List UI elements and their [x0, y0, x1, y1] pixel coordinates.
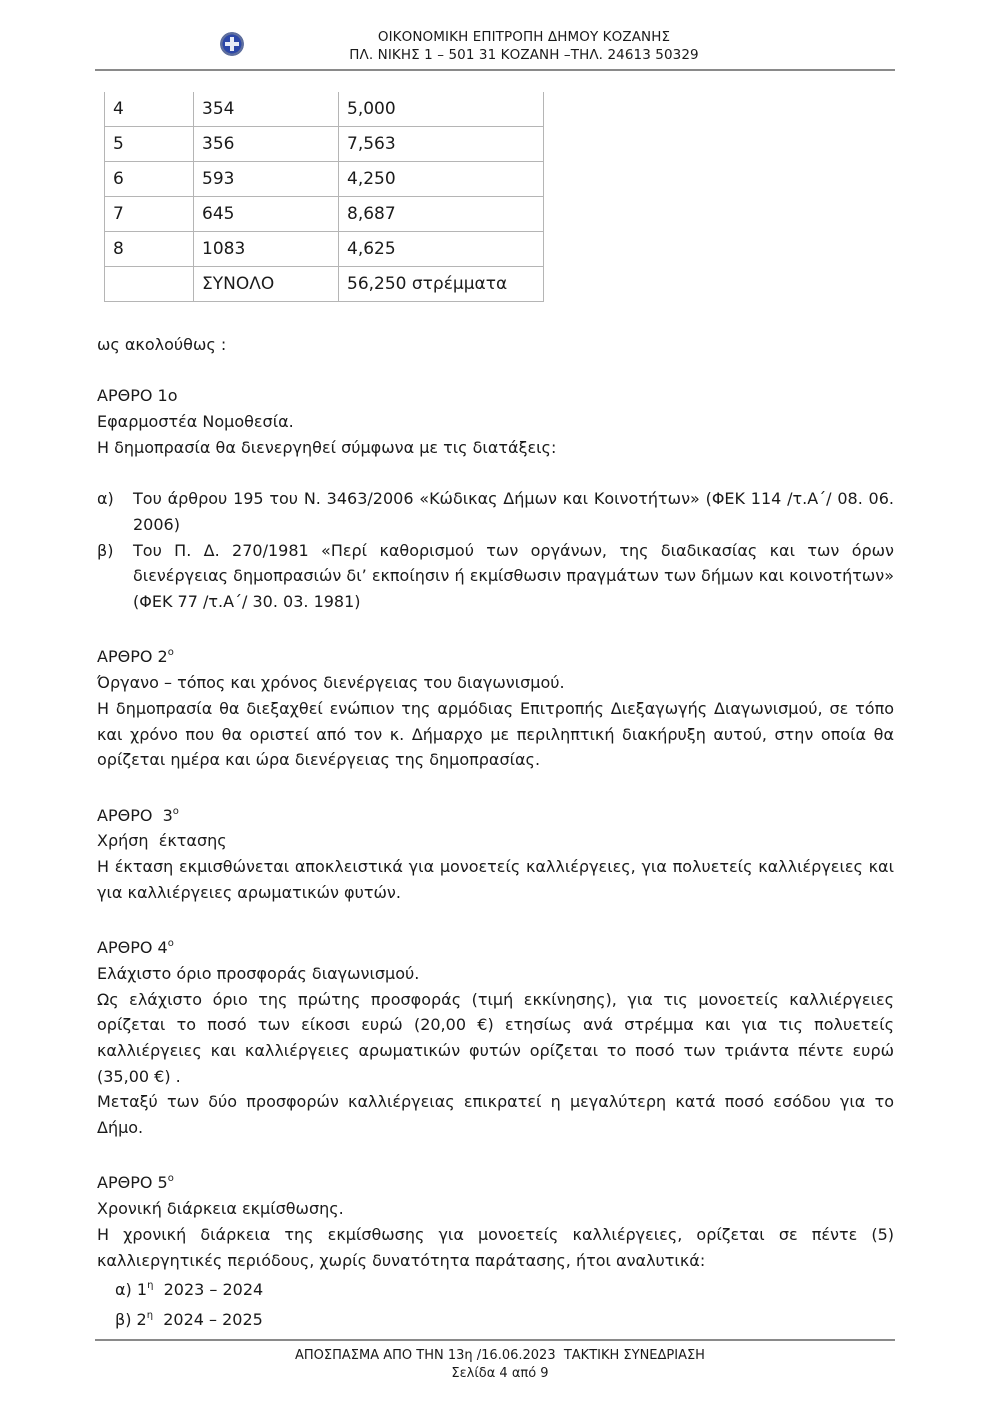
article-5-heading: [97, 1166, 894, 1196]
table-cell: 7: [105, 197, 194, 232]
article-4-title: Ελάχιστο όριο προσφοράς διαγωνισμού.: [97, 963, 420, 983]
table-cell: 5,000: [339, 92, 544, 127]
table-row: [105, 232, 544, 267]
table-cell: 4,625: [339, 232, 544, 267]
table-cell: 8,687: [339, 197, 544, 232]
header-divider: [95, 69, 895, 71]
heading-text: ΑΡΘΡΟ 3: [97, 805, 173, 825]
article-2-title: Όργανο – τόπος και χρόνος διενέργειας του διαγωνισμού.: [97, 673, 565, 693]
heading-sup: ο: [167, 1173, 174, 1185]
footer-divider: [95, 1339, 895, 1341]
article-1-text: Η δημοπρασία θα διενεργηθεί σύμφωνα με τις διατάξεις:: [97, 437, 557, 457]
article-2-heading: [97, 640, 894, 670]
list-marker: α): [97, 489, 114, 509]
heading-sup: ο: [167, 647, 174, 659]
list-item-text: Του Π. Δ. 270/1981 «Περί καθορισμού των οργάνων, της διαδικασίας και των όρων διενέργειας δημοπρασιών δι’ εκποίησιν ή εκμίσθωσιν πραγμάτων των δήμων και κοινοτήτων» (ΦΕΚ 77 /τ.Α΄/ 30. 03. 1981): [133, 540, 894, 611]
legislation-item: [97, 538, 894, 615]
table-cell: 8: [105, 232, 194, 267]
lease-period-item: [115, 1303, 894, 1333]
intro-text: ως ακολούθως :: [97, 335, 227, 354]
period-marker: β) 2: [115, 1309, 147, 1329]
table-cell: 56,250 στρέμματα: [339, 267, 544, 302]
list-marker: β): [97, 540, 114, 560]
table-cell: 6: [105, 162, 194, 197]
article-3-heading: [97, 799, 894, 829]
footer-line-1: ΑΠΟΣΠΑΣΜΑ ΑΠΟ ΤΗΝ 13η /16.06.2023 ΤΑΚΤΙΚΗ ΣΥΝΕΔΡΙΑΣΗ: [295, 1348, 705, 1363]
heading-text: ΑΡΘΡΟ 4: [97, 938, 168, 958]
page-header: [0, 28, 1000, 64]
article-4-text-2: Μεταξύ των δύο προσφορών καλλιέργειας επικρατεί η μεγαλύτερη κατά ποσό εσόδου για το Δήμο.: [97, 1092, 894, 1138]
lease-periods-list: [97, 1273, 894, 1332]
period-years: 2023 – 2024: [163, 1280, 264, 1300]
table-total-row: [105, 267, 544, 302]
article-2-text: Η δημοπρασία θα διεξαχθεί ενώπιον της αρμόδιας Επιτροπής Διεξαγωγής Διαγωνισμού, σε τόπο και χρόνο που θα οριστεί από τον κ. Δήμαρχο με περιληπτική διακήρυξη αυτού, στην οποία θα ορίζεται ημέρα και ώρα διενέργειας της δημοπρασίας.: [97, 698, 894, 770]
document-body: [97, 332, 894, 1333]
heading-sup: ο: [172, 805, 179, 817]
header-line-1: ΟΙΚΟΝΟΜΙΚΗ ΕΠΙΤΡΟΠΗ ΔΗΜΟΥ ΚΟΖΑΝΗΣ: [377, 29, 671, 45]
table-cell: 593: [194, 162, 339, 197]
period-sup: η: [147, 1280, 154, 1292]
list-item-text: Του άρθρου 195 του Ν. 3463/2006 «Κώδικας Δήμων και Κοινοτήτων» (ΦΕΚ 114 /τ.Α΄/ 08. 06. 2006): [133, 489, 894, 534]
table-row: [105, 127, 544, 162]
article-5-title: Χρονική διάρκεια εκμίσθωσης.: [97, 1199, 344, 1219]
table-row: [105, 162, 544, 197]
table-cell: 7,563: [339, 127, 544, 162]
page-number: Σελίδα 4 από 9: [451, 1366, 549, 1381]
period-years: 2024 – 2025: [163, 1309, 263, 1329]
article-3-title: Χρήση έκτασης: [97, 831, 227, 851]
table-cell: [105, 267, 194, 302]
table-cell: ΣΥΝΟΛΟ: [194, 267, 339, 302]
table-cell: 645: [194, 197, 339, 232]
article-5-text: Η χρονική διάρκεια της εκμίσθωσης για μονοετείς καλλιέργειες, ορίζεται σε πέντε (5) καλλιεργητικές περιόδους, χωρίς δυνατότητα παράτασης, ήτοι αναλυτικά:: [97, 1224, 894, 1270]
heading-text: ΑΡΘΡΟ 5: [97, 1173, 168, 1193]
table-cell: 4: [105, 92, 194, 127]
table-row: [105, 197, 544, 232]
header-line-2: ΠΛ. ΝΙΚΗΣ 1 – 501 31 ΚΟΖΑΝΗ –ΤΗΛ. 24613 50329: [349, 47, 699, 63]
period-marker: α) 1: [115, 1280, 148, 1300]
table-cell: 4,250: [339, 162, 544, 197]
table-cell: 356: [194, 127, 339, 162]
article-3-text: Η έκταση εκμισθώνεται αποκλειστικά για μονοετείς καλλιέργειες, για πολυετείς καλλιέργειες και για καλλιέργειες αρωματικών φυτών.: [97, 857, 894, 902]
period-sup: η: [146, 1309, 154, 1321]
table-cell: 5: [105, 127, 194, 162]
article-1-title: Εφαρμοστέα Νομοθεσία.: [97, 412, 294, 432]
article-4-text: Ως ελάχιστο όριο της πρώτης προσφοράς (τιμή εκκίνησης), για τις μονοετείς καλλιέργειες ορίζεται το ποσό των είκοσι ευρώ (20,00 €) ετησίως ανά στρέμμα και για τις πολυετείς καλλιέργειες και καλλιέργειες αρωματικών φυτών ορίζεται το ποσό των τριάντα πέντε ευρώ (35,00 €) .: [97, 989, 894, 1086]
heading-sup: ο: [167, 938, 174, 950]
table-row: [105, 92, 544, 127]
parcels-table: [104, 92, 544, 302]
article-4-heading: [97, 931, 894, 961]
table-cell: 354: [194, 92, 339, 127]
legislation-item: [97, 486, 894, 537]
table-cell: 1083: [194, 232, 339, 267]
lease-period-item: [115, 1273, 894, 1303]
page-footer: [0, 1347, 1000, 1383]
heading-text: ΑΡΘΡΟ 2: [97, 647, 168, 667]
article-1-heading: ΑΡΘΡΟ 1ο: [97, 386, 178, 406]
